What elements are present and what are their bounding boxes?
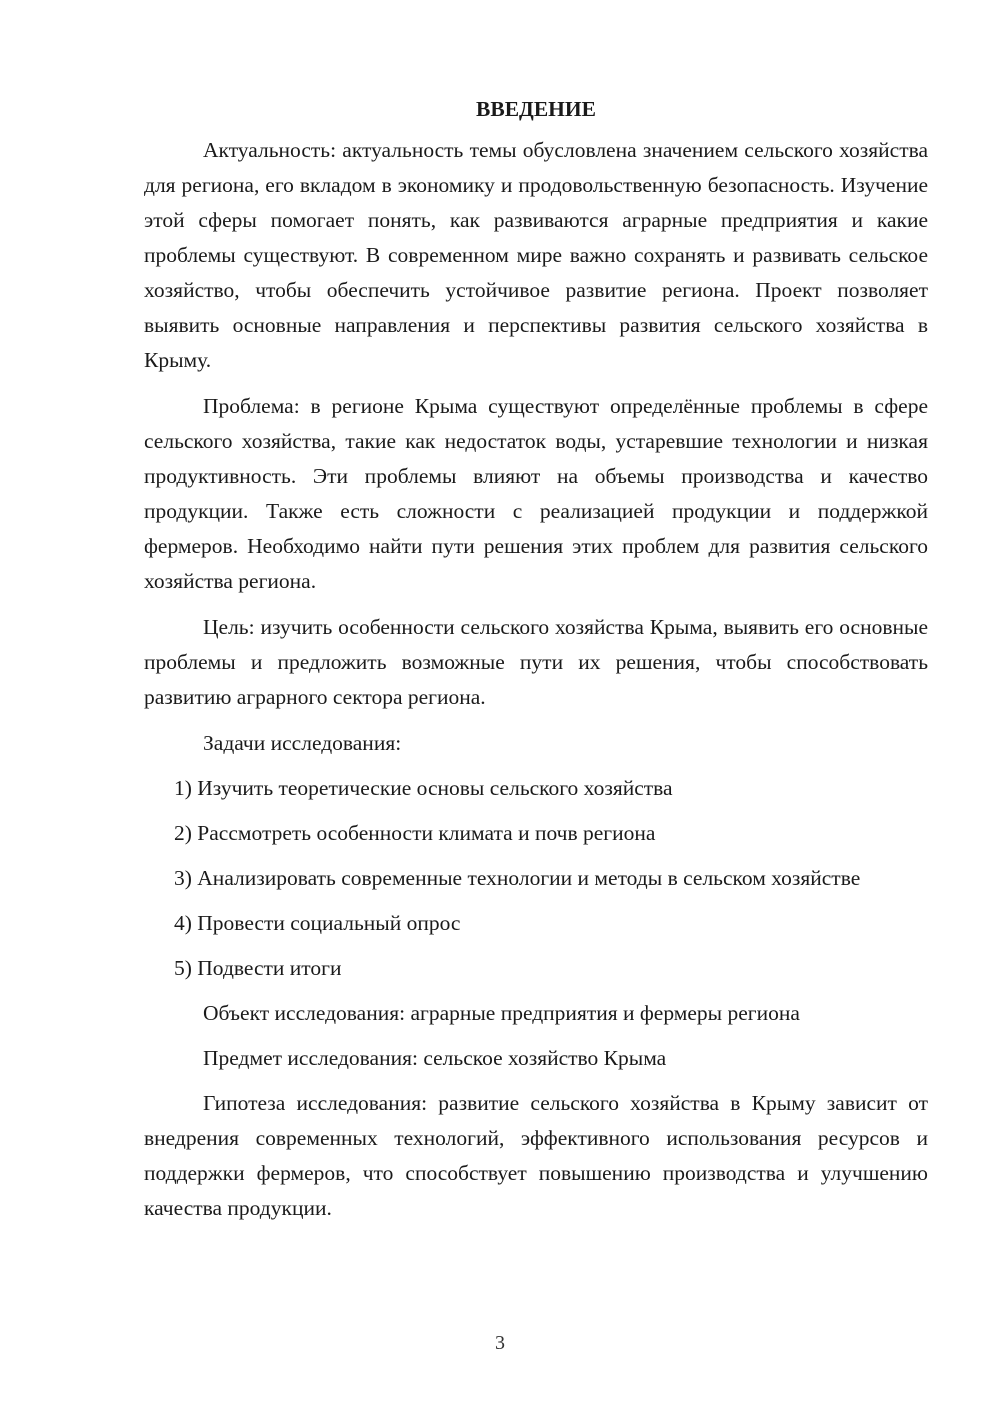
task-item-4: 4) Провести социальный опрос	[174, 911, 461, 935]
tasks-heading: Задачи исследования:	[203, 731, 402, 755]
subject-paragraph: Предмет исследования: сельское хозяйство Крыма	[203, 1046, 667, 1070]
object-paragraph: Объект исследования: аграрные предприятия и фермеры региона	[203, 1001, 800, 1025]
task-item-2: 2) Рассмотреть особенности климата и почв региона	[174, 821, 656, 845]
section-heading: ВВЕДЕНИЕ	[476, 97, 596, 121]
relevance-paragraph: Актуальность: актуальность темы обусловлена значением сельского хозяйства для региона, его вкладом в экономику и продовольственную безопасность. Изучение этой сферы помогает понять, как развиваются аграрные предприятия и какие проблемы существуют. В современном мире важно сохранять и развивать сельское хозяйство, чтобы обеспечить устойчивое развитие региона. Проект позволяет выявить основные направления и перспективы развития сельского хозяйства в Крыму.	[144, 138, 928, 372]
hypothesis-paragraph: Гипотеза исследования: развитие сельского хозяйства в Крыму зависит от внедрения современных технологий, эффективного использования ресурсов и поддержки фермеров, что способствует повышению производства и улучшению качества продукции.	[144, 1091, 928, 1220]
problem-paragraph: Проблема: в регионе Крыма существуют определённые проблемы в сфере сельского хозяйства, такие как недостаток воды, устаревшие технологии и низкая продуктивность. Эти проблемы влияют на объемы производства и качество продукции. Также есть сложности с реализацией продукции и поддержкой фермеров. Необходимо найти пути решения этих проблем для развития сельского хозяйства региона.	[144, 394, 928, 593]
task-item-5: 5) Подвести итоги	[174, 956, 342, 980]
task-item-3: 3) Анализировать современные технологии и методы в сельском хозяйстве	[174, 866, 861, 890]
goal-paragraph: Цель: изучить особенности сельского хозяйства Крыма, выявить его основные проблемы и предложить возможные пути их решения, чтобы способствовать развитию аграрного сектора региона.	[144, 615, 928, 709]
document-page	[144, 92, 928, 1237]
task-item-1: 1) Изучить теоретические основы сельского хозяйства	[174, 776, 673, 800]
page-number: 3	[495, 1332, 505, 1354]
